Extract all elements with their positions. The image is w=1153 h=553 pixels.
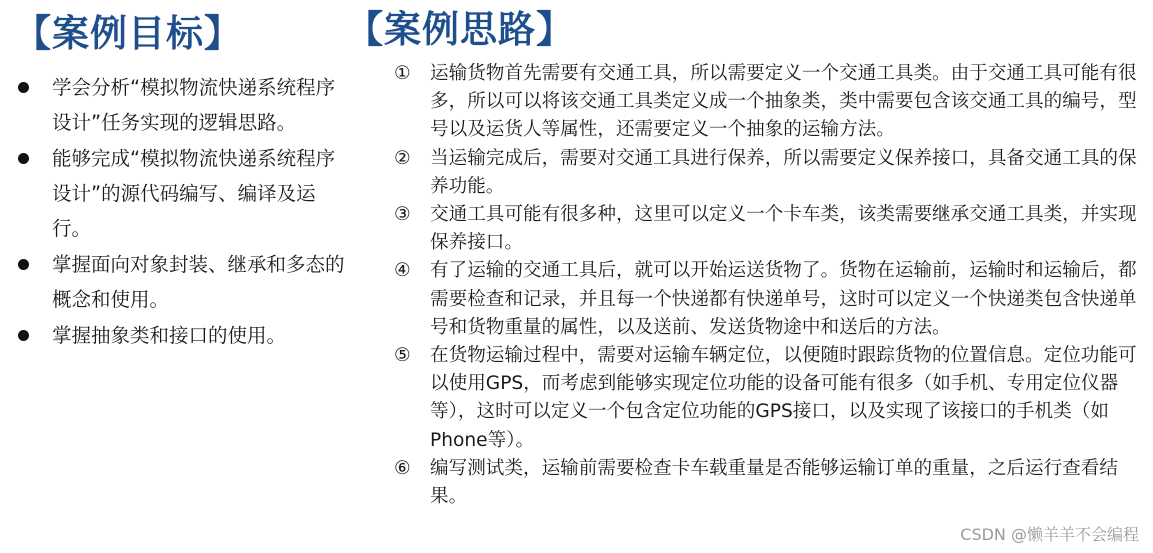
bullet-icon (18, 82, 29, 93)
goal-item (16, 318, 346, 353)
watermark: CSDN @懒羊羊不会编程 (960, 525, 1139, 544)
step-text: 当运输完成后，需要对交通工具进行保养，所以需要定义保养接口，具备交通工具的保养功能。 (430, 147, 1137, 197)
step-number: ⑤ (394, 345, 411, 367)
goal-item (16, 70, 346, 140)
goal-item (16, 247, 346, 317)
goal-text: 学会分析“模拟物流快递系统程序设计”任务实现的逻辑思路。 (52, 76, 336, 134)
approach-steps-list (394, 60, 1139, 511)
goal-text: 能够完成“模拟物流快递系统程序设计”的源代码编写、编译及运行。 (52, 147, 336, 240)
step-item (394, 455, 1139, 511)
step-number: ① (394, 63, 411, 84)
bullet-icon (18, 153, 29, 164)
goal-item (16, 141, 346, 246)
bullet-icon (18, 330, 29, 341)
step-number: ② (394, 147, 411, 169)
step-text: 有了运输的交通工具后，就可以开始运送货物了。货物在运输前，运输时和运输后，都需要检查和记录，并且每一个快递都有快递单号，这时可以定义一个快递类包含快递单号和货物重量的属性，以及送前、发送货物途中和送后的方法。 (430, 260, 1137, 338)
step-text: 在货物运输过程中，需要对运输车辆定位，以便随时跟踪货物的位置信息。定位功能可以使用GPS，而考虑到能够实现定位功能的设备可能有很多（如手机、专用定位仪器等），这时可以定义一个包含定位功能的GPS接口，以及实现了该接口的手机类（如Phone等）。 (430, 345, 1137, 451)
goal-text: 掌握抽象类和接口的使用。 (52, 324, 287, 347)
goals-list (16, 70, 346, 354)
goals-heading: 【案例目标】 (14, 12, 242, 55)
step-text: 编写测试类，运输前需要检查卡车载重量是否能够运输订单的重量，之后运行查看结果。 (430, 457, 1118, 508)
step-item (394, 342, 1139, 455)
step-text: 交通工具可能有很多种，这里可以定义一个卡车类，该类需要继承交通工具类，并实现保养接口。 (430, 204, 1137, 254)
step-item (394, 60, 1139, 145)
step-item (394, 257, 1139, 342)
step-number: ⑥ (394, 457, 411, 479)
step-number: ④ (394, 260, 411, 282)
approach-heading: 【案例思路】 (346, 8, 574, 51)
step-item (394, 145, 1139, 201)
step-text: 运输货物首先需要有交通工具，所以需要定义一个交通工具类。由于交通工具可能有很多，所以可以将该交通工具类定义成一个抽象类，类中需要包含该交通工具的编号，型号以及运货人等属性，还需要定义一个抽象的运输方法。 (430, 63, 1137, 141)
step-item (394, 201, 1139, 257)
step-number: ③ (394, 204, 411, 226)
bullet-icon (18, 259, 29, 270)
goal-text: 掌握面向对象封装、继承和多态的概念和使用。 (52, 253, 345, 311)
